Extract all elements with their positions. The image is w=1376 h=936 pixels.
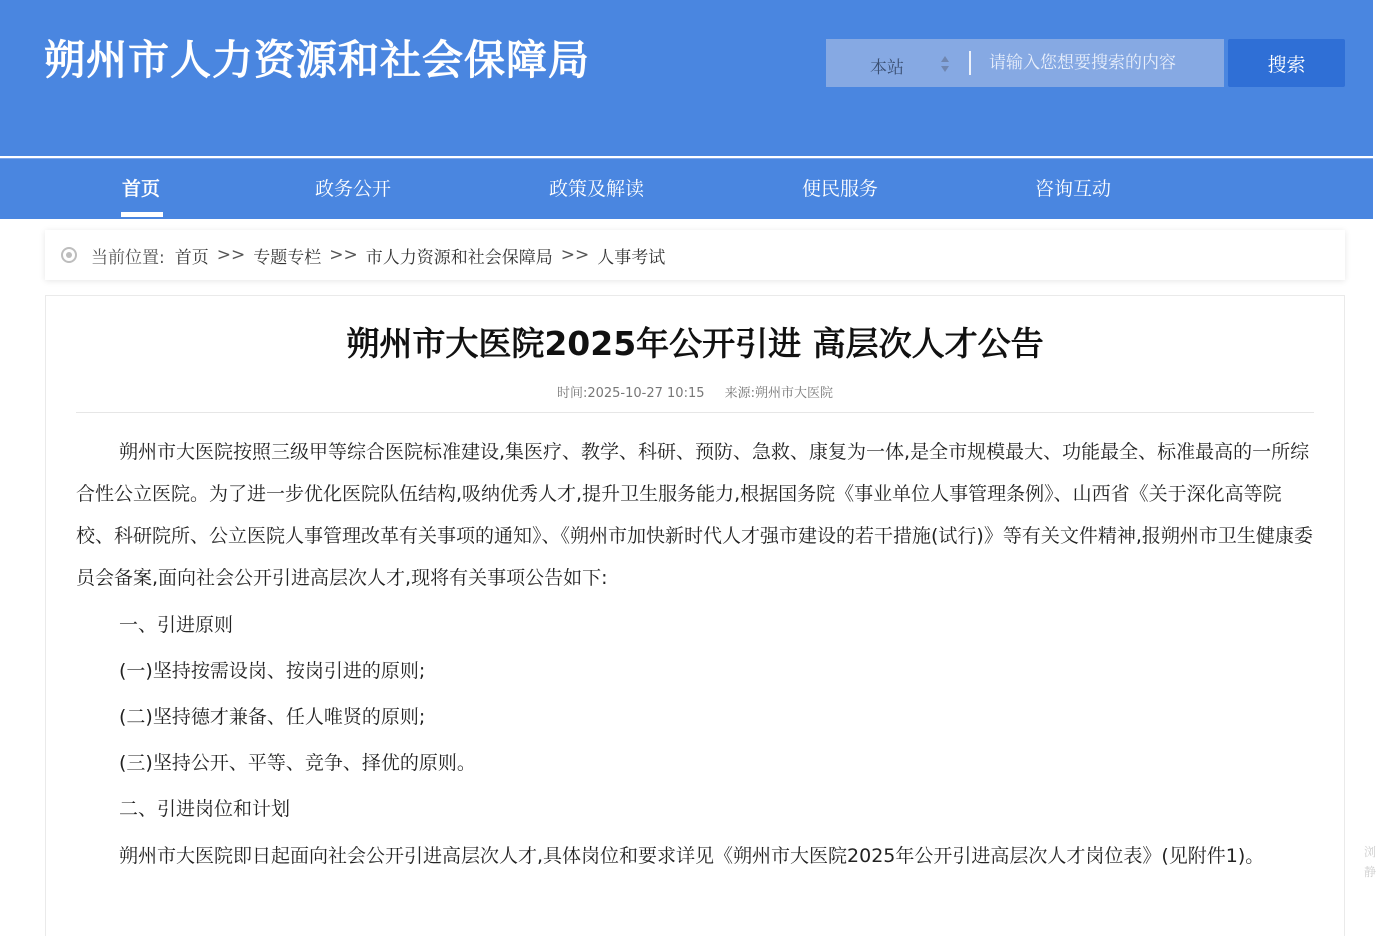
search-button[interactable]: 搜索	[1228, 39, 1345, 87]
meta-divider	[76, 412, 1314, 413]
search-scope-select[interactable]	[826, 39, 969, 87]
time-value: 2025-10-27 10:15	[587, 386, 705, 401]
intro-paragraph: 朔州市大医院按照三级甲等综合医院标准建设,集医疗、教学、科研、预防、急救、康复为一体,是全市规模最大、功能最全、标准最高的一所综合性公立医院。为了进一步优化医院队伍结构,吸纳优秀人才,提升卫生服务能力,根据国务院《事业单位人事管理条例》、山西省《关于深化高等院校、科研院所、公立医院人事管理改革有关事项的通知》、《朔州市加快新时代人才强市建设的若干措施(试行)》等有关文件精神,报朔州市卫生健康委员会备案,面向社会公开引进高层次人才,现将有关事项公告如下:	[76, 441, 1313, 589]
time-label: 时间:	[556, 386, 588, 401]
search-box	[826, 39, 1224, 87]
article-time	[557, 386, 705, 401]
breadcrumb-home[interactable]: 首页	[174, 247, 209, 268]
location-icon	[61, 247, 77, 263]
breadcrumb-separator: >>	[560, 245, 590, 265]
updown-arrows-icon	[940, 55, 950, 73]
nav-active-indicator	[121, 212, 163, 217]
source-value: 朔州市大医院	[755, 386, 834, 401]
breadcrumb	[45, 230, 1345, 280]
search-scope-label: 本站	[870, 58, 904, 78]
search-input[interactable]	[971, 38, 1224, 88]
article-meta	[46, 382, 1344, 401]
article-source	[725, 386, 833, 401]
side-floating-text[interactable]: 浏 静	[1364, 845, 1376, 879]
section-heading: 一、引进原则	[119, 614, 234, 636]
principle-item: (一)坚持按需设岗、按岗引进的原则;	[119, 660, 426, 682]
nav-item-services[interactable]: 便民服务	[802, 178, 879, 200]
source-label: 来源:	[724, 386, 756, 401]
nav-item-home[interactable]: 首页	[122, 178, 161, 200]
main-nav	[0, 158, 1373, 219]
article-content	[76, 431, 1316, 877]
nav-item-consult[interactable]: 咨询互动	[1035, 178, 1112, 200]
breadcrumb-bureau[interactable]: 市人力资源和社会保障局	[365, 247, 553, 268]
breadcrumb-prefix: 当前位置:	[91, 247, 165, 268]
principle-item: (三)坚持公开、平等、竞争、择优的原则。	[119, 752, 476, 774]
section-heading: 二、引进岗位和计划	[119, 798, 291, 820]
article-title: 朔州市大医院2025年公开引进 高层次人才公告	[346, 324, 1044, 363]
site-title[interactable]: 朔州市人力资源和社会保障局	[44, 36, 590, 84]
nav-item-policy[interactable]: 政策及解读	[549, 178, 645, 200]
nav-item-gov-affairs[interactable]: 政务公开	[315, 178, 392, 200]
breadcrumb-exams[interactable]: 人事考试	[597, 247, 666, 268]
breadcrumb-separator: >>	[216, 245, 246, 265]
breadcrumb-topics[interactable]: 专题专栏	[253, 247, 322, 268]
positions-paragraph: 朔州市大医院即日起面向社会公开引进高层次人才,具体岗位和要求详见《朔州市大医院2025年公开引进高层次人才岗位表》(见附件1)。	[119, 845, 1265, 867]
principle-item: (二)坚持德才兼备、任人唯贤的原则;	[119, 706, 426, 728]
article	[45, 295, 1345, 936]
search-divider	[969, 51, 971, 75]
breadcrumb-separator: >>	[329, 245, 358, 265]
